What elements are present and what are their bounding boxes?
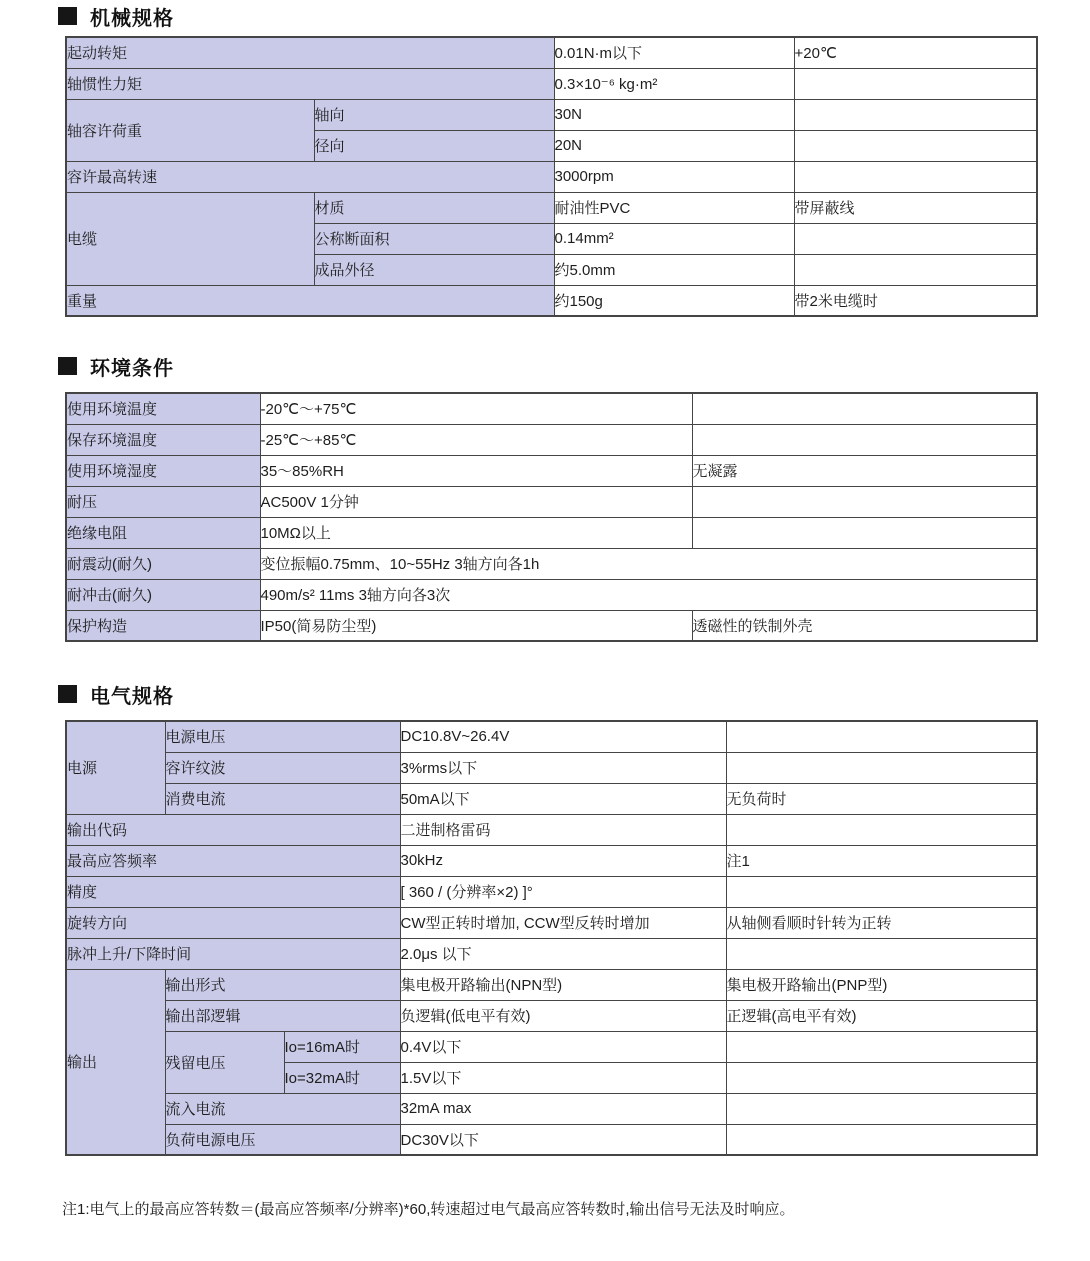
empty-note-cell	[794, 223, 1037, 254]
spec-label-cell: 耐压	[66, 486, 260, 517]
empty-note-cell	[726, 876, 1037, 907]
table-row	[66, 845, 1037, 876]
table-row	[66, 393, 1037, 424]
spec-value-cell: 490m/s² 11ms 3轴方向各3次	[260, 579, 1037, 610]
spec-note-cell: 注1	[726, 845, 1037, 876]
spec-sublabel-cell: 负荷电源电压	[165, 1124, 400, 1155]
spec-value-cell: 集电极开路输出(NPN型)	[400, 969, 726, 1000]
table-row	[66, 579, 1037, 610]
empty-note-cell	[726, 721, 1037, 752]
table-row	[66, 486, 1037, 517]
spec-value-cell: 0.01N·m以下	[554, 37, 794, 68]
spec-value-cell: 变位振幅0.75mm、10~55Hz 3轴方向各1h	[260, 548, 1037, 579]
spec-note-cell: 透磁性的铁制外壳	[692, 610, 1037, 641]
square-bullet-icon	[58, 357, 77, 375]
spec-label-cell: 使用环境温度	[66, 393, 260, 424]
table-row	[66, 68, 1037, 99]
spec-condition-cell: Io=32mA时	[284, 1062, 400, 1093]
empty-note-cell	[726, 814, 1037, 845]
spec-group-cell: 电源	[66, 721, 165, 814]
footnote-text: 注1:电气上的最高应答转数＝(最高应答频率/分辨率)*60,转速超过电气最高应答转数时,输出信号无法及时响应。	[62, 1201, 795, 1218]
spec-value-cell: 20N	[554, 130, 794, 161]
empty-note-cell	[726, 938, 1037, 969]
spec-label-cell: 保护构造	[66, 610, 260, 641]
empty-note-cell	[726, 752, 1037, 783]
table-row	[66, 876, 1037, 907]
empty-note-cell	[794, 68, 1037, 99]
table-row	[66, 192, 1037, 223]
empty-note-cell	[794, 161, 1037, 192]
empty-note-cell	[692, 424, 1037, 455]
spec-sublabel-cell: 成品外径	[314, 254, 554, 285]
spec-label-cell: 容许最高转速	[66, 161, 554, 192]
spec-value-cell: -20℃〜+75℃	[260, 393, 692, 424]
spec-label-cell: 耐冲击(耐久)	[66, 579, 260, 610]
table-row	[66, 455, 1037, 486]
spec-value-cell: 0.14mm²	[554, 223, 794, 254]
electrical-spec-table	[65, 720, 1038, 1156]
empty-note-cell	[794, 99, 1037, 130]
spec-label-cell: 脉冲上升/下降时间	[66, 938, 400, 969]
table-row	[66, 1093, 1037, 1124]
spec-sublabel-cell: 公称断面积	[314, 223, 554, 254]
spec-value-cell: 约150g	[554, 285, 794, 316]
table-row	[66, 37, 1037, 68]
spec-sublabel-cell: 流入电流	[165, 1093, 400, 1124]
spec-label-cell: 旋转方向	[66, 907, 400, 938]
spec-label-cell: 重量	[66, 285, 554, 316]
spec-value-cell: 50mA以下	[400, 783, 726, 814]
section-title-electrical	[58, 682, 1090, 706]
empty-note-cell	[692, 517, 1037, 548]
empty-note-cell	[726, 1062, 1037, 1093]
section-title-text: 环境条件	[90, 357, 174, 380]
empty-note-cell	[726, 1124, 1037, 1155]
spec-value-cell: 2.0μs 以下	[400, 938, 726, 969]
spec-value-cell: 35〜85%RH	[260, 455, 692, 486]
spec-label-cell: 最高应答频率	[66, 845, 400, 876]
spec-note-cell: 带2米电缆时	[794, 285, 1037, 316]
spec-value-cell: CW型正转时增加, CCW型反转时增加	[400, 907, 726, 938]
table-row	[66, 610, 1037, 641]
table-row	[66, 285, 1037, 316]
spec-note-cell: 无负荷时	[726, 783, 1037, 814]
spec-label-cell: 轴惯性力矩	[66, 68, 554, 99]
spec-label-cell: 耐震动(耐久)	[66, 548, 260, 579]
spec-sublabel-cell: 残留电压	[165, 1031, 284, 1093]
section-title-text: 电气规格	[90, 685, 174, 708]
table-row	[66, 721, 1037, 752]
spec-value-cell: -25℃〜+85℃	[260, 424, 692, 455]
spec-sublabel-cell: 输出形式	[165, 969, 400, 1000]
table-row	[66, 1124, 1037, 1155]
spec-note-cell: 带屏蔽线	[794, 192, 1037, 223]
empty-note-cell	[692, 486, 1037, 517]
spec-sublabel-cell: 材质	[314, 192, 554, 223]
spec-value-cell: 耐油性PVC	[554, 192, 794, 223]
spec-value-cell: 10MΩ以上	[260, 517, 692, 548]
spec-sublabel-cell: 消费电流	[165, 783, 400, 814]
spec-sublabel-cell: 输出部逻辑	[165, 1000, 400, 1031]
spec-note-cell: +20℃	[794, 37, 1037, 68]
table-row	[66, 1031, 1037, 1062]
spec-value-cell: 二进制格雷码	[400, 814, 726, 845]
spec-note-cell: 从轴侧看顺时针转为正转	[726, 907, 1037, 938]
section-title-text: 机械规格	[90, 7, 174, 30]
spec-value-cell: 0.3×10⁻⁶ kg·m²	[554, 68, 794, 99]
spec-value-cell: 约5.0mm	[554, 254, 794, 285]
empty-note-cell	[794, 130, 1037, 161]
environment-spec-table	[65, 392, 1038, 642]
table-row	[66, 424, 1037, 455]
spec-group-cell: 输出	[66, 969, 165, 1155]
spec-label-cell: 起动转矩	[66, 37, 554, 68]
spec-sublabel-cell: 径向	[314, 130, 554, 161]
spec-group-cell: 电缆	[66, 192, 314, 285]
spec-value-cell: DC30V以下	[400, 1124, 726, 1155]
spec-label-cell: 保存环境温度	[66, 424, 260, 455]
spec-group-cell: 轴容许荷重	[66, 99, 314, 161]
spec-label-cell: 使用环境湿度	[66, 455, 260, 486]
empty-note-cell	[794, 254, 1037, 285]
table-row	[66, 517, 1037, 548]
section-title-environment	[58, 354, 1090, 378]
table-row	[66, 752, 1037, 783]
spec-sublabel-cell: 容许纹波	[165, 752, 400, 783]
spec-condition-cell: Io=16mA时	[284, 1031, 400, 1062]
spec-value-cell: [ 360 / (分辨率×2) ]°	[400, 876, 726, 907]
spec-value-cell: 0.4V以下	[400, 1031, 726, 1062]
spec-sublabel-cell: 轴向	[314, 99, 554, 130]
spec-value-cell: IP50(简易防尘型)	[260, 610, 692, 641]
spec-label-cell: 绝缘电阻	[66, 517, 260, 548]
spec-label-cell: 输出代码	[66, 814, 400, 845]
spec-sublabel-cell: 电源电压	[165, 721, 400, 752]
table-row	[66, 161, 1037, 192]
square-bullet-icon	[58, 685, 77, 703]
spec-value-cell: 30kHz	[400, 845, 726, 876]
table-row	[66, 969, 1037, 1000]
spec-value-cell: AC500V 1分钟	[260, 486, 692, 517]
spec-note-cell: 无凝露	[692, 455, 1037, 486]
spec-value-cell: 30N	[554, 99, 794, 130]
table-row	[66, 783, 1037, 814]
table-row	[66, 814, 1037, 845]
empty-note-cell	[726, 1093, 1037, 1124]
spec-label-cell: 精度	[66, 876, 400, 907]
spec-value-cell: 负逻辑(低电平有效)	[400, 1000, 726, 1031]
table-row	[66, 99, 1037, 130]
spec-value-cell: 1.5V以下	[400, 1062, 726, 1093]
spec-note-cell: 集电极开路输出(PNP型)	[726, 969, 1037, 1000]
table-row	[66, 548, 1037, 579]
square-bullet-icon	[58, 7, 77, 25]
table-row	[66, 907, 1037, 938]
empty-note-cell	[726, 1031, 1037, 1062]
mechanical-spec-table	[65, 36, 1038, 317]
table-row	[66, 938, 1037, 969]
spec-value-cell: DC10.8V~26.4V	[400, 721, 726, 752]
spec-value-cell: 32mA max	[400, 1093, 726, 1124]
spec-note-cell: 正逻辑(高电平有效)	[726, 1000, 1037, 1031]
section-title-mechanical	[58, 4, 1090, 28]
spec-value-cell: 3000rpm	[554, 161, 794, 192]
empty-note-cell	[692, 393, 1037, 424]
spec-value-cell: 3%rms以下	[400, 752, 726, 783]
table-row	[66, 1000, 1037, 1031]
